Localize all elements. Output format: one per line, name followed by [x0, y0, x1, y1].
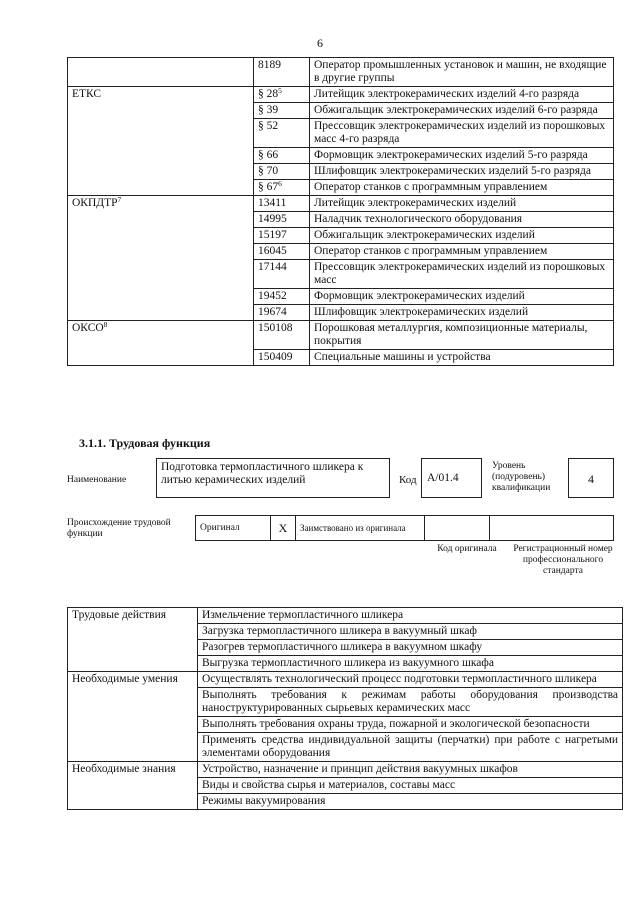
code-cell: § 66 — [254, 148, 310, 164]
code-label: Код — [399, 474, 417, 486]
code-cell: 15197 — [254, 228, 310, 244]
occupation-name-cell: Наладчик технологического оборудования — [310, 212, 614, 228]
skills-label: Необходимые умения — [68, 672, 198, 762]
skill-item: Выполнять требования охраны труда, пожарной и экологической безопасности — [198, 717, 623, 733]
reg-number-cell — [490, 516, 614, 541]
code-original-cell — [425, 516, 490, 541]
occupation-name-cell: Оператор станков с программным управлением — [310, 180, 614, 196]
action-item: Выгрузка термопластичного шликера из вакуумного шкафа — [198, 656, 623, 672]
original-label-cell: Оригинал — [196, 516, 271, 541]
table-row — [68, 608, 623, 624]
code-cell: 19452 — [254, 289, 310, 305]
actions-label: Трудовые действия — [68, 608, 198, 672]
okso-label: ОКСО$^8$ — [68, 321, 254, 366]
occupation-name-cell: Литейщик электрокерамических изделий — [310, 196, 614, 212]
borrowed-label-cell: Заимствовано из оригинала — [296, 516, 425, 541]
etks-label: ЕТКС — [68, 87, 254, 196]
original-mark-cell: Х — [271, 516, 296, 541]
qualification-level-box: 4 — [568, 458, 614, 498]
occupation-name-cell: Шлифовщик электрокерамических изделий — [310, 305, 614, 321]
origin-label: Происхождение трудовой функции — [67, 518, 171, 539]
code-cell: § $28^5$ — [254, 87, 310, 103]
code-cell: § 52 — [254, 119, 310, 148]
code-cell: 17144 — [254, 260, 310, 289]
knowledge-label: Необходимые знания — [68, 762, 198, 810]
group-label-cell — [68, 58, 254, 87]
code-original-caption: Код оригинала — [437, 544, 497, 554]
action-item: Измельчение термопластичного шликера — [198, 608, 623, 624]
code-cell: § $67^6$ — [254, 180, 310, 196]
classifier-table — [67, 57, 614, 366]
occupation-name-cell: Литейщик электрокерамических изделий 4-го разряда — [310, 87, 614, 103]
skill-item: Выполнять требования к режимам работы оборудования производства наноструктурированных сырьевых керамических масс — [198, 688, 623, 717]
table-row — [68, 762, 623, 778]
knowledge-item: Виды и свойства сырья и материалов, составы масс — [198, 778, 623, 794]
action-item: Загрузка термопластичного шликера в вакуумный шкаф — [198, 624, 623, 640]
code-cell: 8189 — [254, 58, 310, 87]
table-row — [68, 196, 614, 212]
occupation-name-cell: Формовщик электрокерамических изделий — [310, 289, 614, 305]
code-cell: 150108 — [254, 321, 310, 350]
table-row — [68, 321, 614, 350]
origin-table — [195, 515, 614, 541]
code-cell: 14995 — [254, 212, 310, 228]
skill-item: Осуществлять технологический процесс подготовки термопластичного шликера — [198, 672, 623, 688]
section-title: 3.1.1. Трудовая функция — [79, 436, 211, 450]
occupation-name-cell: Специальные машины и устройства — [310, 350, 614, 366]
occupation-name-cell: Обжигальщик электрокерамических изделий — [310, 228, 614, 244]
function-name-box: Подготовка термопластичного шликера к литью керамических изделий — [156, 458, 390, 498]
reg-number-caption: Регистрационный номер профессионального стандарта — [513, 544, 613, 576]
occupation-name-cell: Порошковая металлургия, композиционные материалы, покрытия — [310, 321, 614, 350]
code-cell: 150409 — [254, 350, 310, 366]
table-row — [68, 87, 614, 103]
code-cell: 19674 — [254, 305, 310, 321]
table-row — [68, 58, 614, 87]
okpdtr-label: ОКПДТР$^7$ — [68, 196, 254, 321]
action-item: Разогрев термопластичного шликера в вакуумном шкафу — [198, 640, 623, 656]
occupation-name-cell: Прессовщик электрокерамических изделий из порошковых масс — [310, 260, 614, 289]
occupation-name-cell: Прессовщик электрокерамических изделий из порошковых масс 4-го разряда — [310, 119, 614, 148]
table-row — [68, 672, 623, 688]
code-cell: § 70 — [254, 164, 310, 180]
occupation-name-cell: Шлифовщик электрокерамических изделий 5-го разряда — [310, 164, 614, 180]
knowledge-item: Устройство, назначение и принцип действия вакуумных шкафов — [198, 762, 623, 778]
skill-item: Применять средства индивидуальной защиты (перчатки) при работе с нагретыми элементами оборудования — [198, 733, 623, 762]
knowledge-item: Режимы вакуумирования — [198, 794, 623, 810]
function-code-box: А/01.4 — [421, 458, 482, 498]
occupation-name-cell: Оператор станков с программным управлением — [310, 244, 614, 260]
level-label: Уровень (подуровень) квалификации — [492, 461, 551, 493]
code-cell: 13411 — [254, 196, 310, 212]
details-table — [67, 607, 623, 810]
name-label: Наименование — [67, 475, 127, 485]
code-cell: § 39 — [254, 103, 310, 119]
page-number: 6 — [317, 36, 323, 50]
code-cell: 16045 — [254, 244, 310, 260]
occupation-name-cell: Оператор промышленных установок и машин, не входящие в другие группы — [310, 58, 614, 87]
occupation-name-cell: Формовщик электрокерамических изделий 5-го разряда — [310, 148, 614, 164]
occupation-name-cell: Обжигальщик электрокерамических изделий 6-го разряда — [310, 103, 614, 119]
